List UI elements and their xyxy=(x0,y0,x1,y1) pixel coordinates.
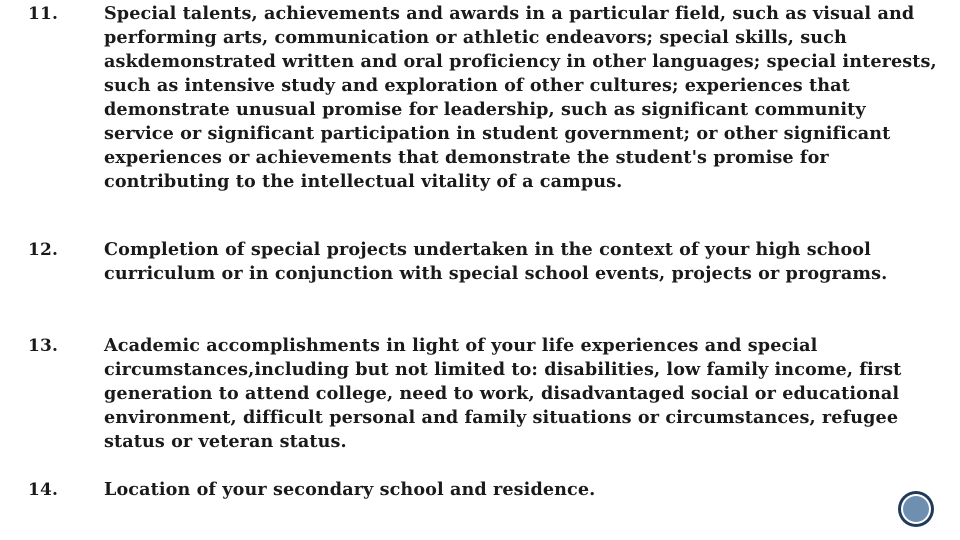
circle-nav-icon[interactable] xyxy=(898,491,934,527)
item-number: 11. xyxy=(28,4,59,24)
item-text: Special talents, achievements and awards in a particular field, such as visual and performing arts, communication or athletic endeavors; special skills, such askdemonstrated written and oral proficiency in other languages; special interests, such as intensive study and exploration of other cultures; experiences that demonstrate unusual promise for leadership, such as significant community service or significant participation in student government; or other significant experiences or achievements that demonstrate the student's promise for contributing to the intellectual vitality of a campus. xyxy=(104,3,937,192)
circle-nav-fill xyxy=(903,496,929,522)
item-number: 13. xyxy=(28,336,59,356)
item-text: Location of your secondary school and residence. xyxy=(104,479,596,500)
item-text: Completion of special projects undertaken in the context of your high school curriculum or in conjunction with special school events, projects or programs. xyxy=(104,239,888,284)
item-number: 12. xyxy=(28,240,59,260)
item-text: Academic accomplishments in light of your life experiences and special circumstances,including but not limited to: disabilities, low family income, first generation to attend college, need to work, disadvantaged social or educational environment, difficult personal and family situations or circumstances, refugee status or veteran status. xyxy=(104,335,902,452)
item-number: 14. xyxy=(28,480,59,500)
